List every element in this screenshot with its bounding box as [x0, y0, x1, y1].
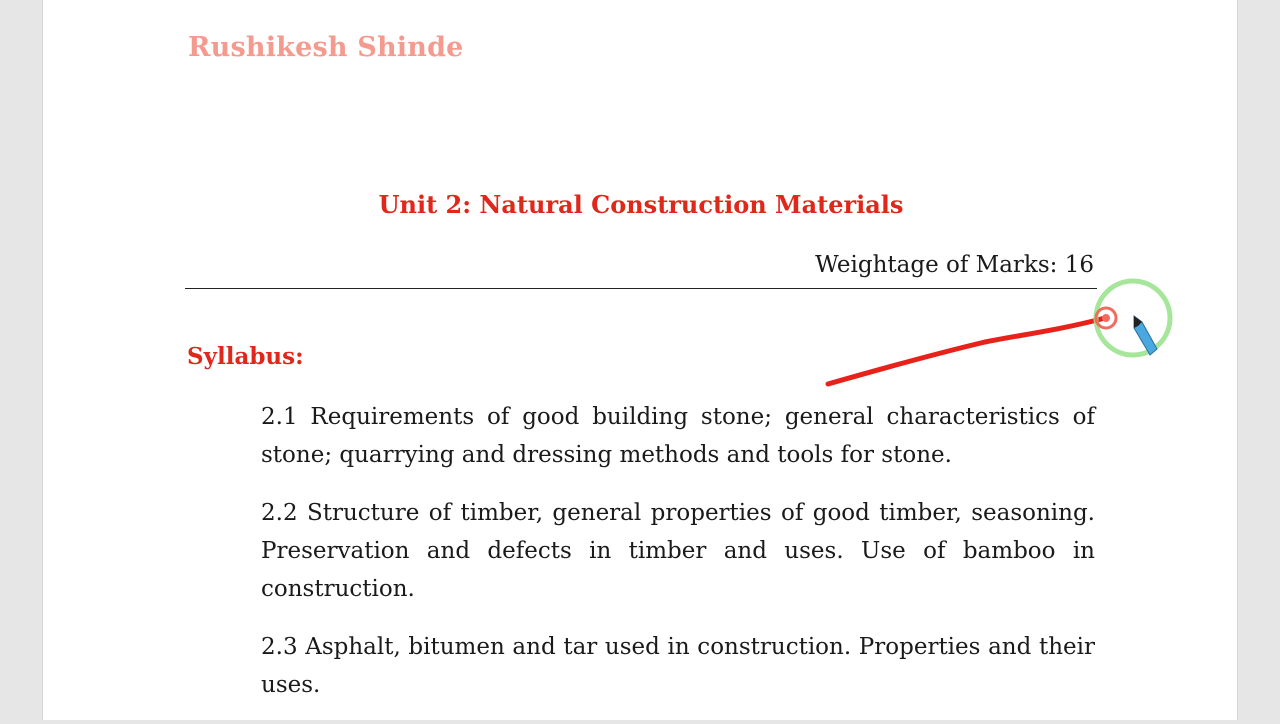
document-page	[42, 0, 1238, 720]
syllabus-item-2-2: 2.2 Structure of timber, general properties of good timber, seasoning. Preservation and defects in timber and uses. Use of bamboo in construction.	[261, 500, 1095, 602]
title-divider	[185, 288, 1097, 289]
unit-title: Unit 2: Natural Construction Materials	[378, 190, 904, 219]
syllabus-list	[261, 398, 1095, 724]
syllabus-item-2-3: 2.3 Asphalt, bitumen and tar used in construction. Properties and their uses.	[261, 634, 1095, 698]
marks-weightage: Weightage of Marks: 16	[815, 252, 1094, 278]
syllabus-item-2-1: 2.1 Requirements of good building stone; general characteristics of stone; quarrying and dressing methods and tools for stone.	[261, 404, 1095, 468]
syllabus-heading: Syllabus:	[187, 343, 304, 370]
author-name: Rushikesh Shinde	[188, 32, 464, 63]
